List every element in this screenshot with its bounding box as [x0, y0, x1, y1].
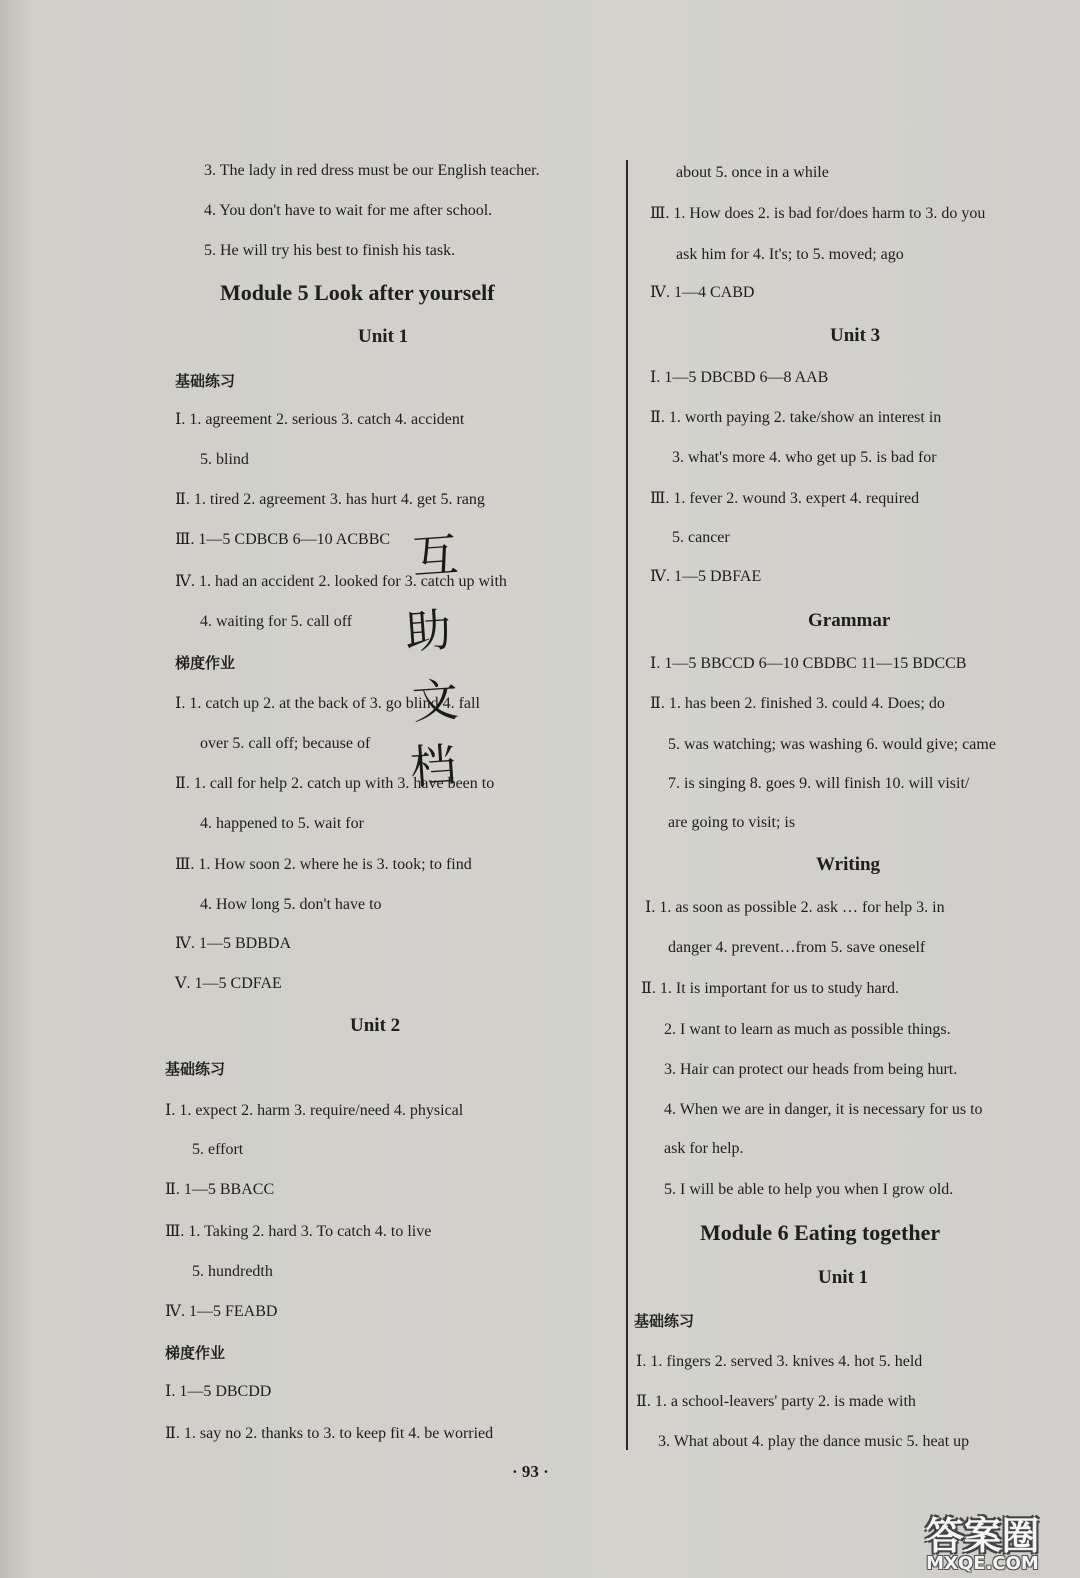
- unit-3-title: Unit 3: [830, 325, 881, 346]
- answer-line: 3. Hair can protect our heads from being hurt.: [664, 1061, 958, 1078]
- answer-line: about 5. once in a while: [676, 164, 829, 181]
- answer-line: Ⅰ. 1. as soon as possible 2. ask … for help 3. in: [645, 899, 945, 916]
- unit-1-title: Unit 1: [358, 326, 409, 347]
- answer-line: Ⅰ. 1—5 DBCDD: [165, 1383, 272, 1400]
- answer-line: 4. How long 5. don't have to: [200, 896, 382, 913]
- grammar-title: Grammar: [808, 610, 891, 631]
- answer-line: danger 4. prevent…from 5. save oneself: [668, 939, 926, 956]
- answer-line: 5. I will be able to help you when I grow old.: [664, 1181, 954, 1198]
- answer-line: 4. happened to 5. wait for: [200, 815, 364, 832]
- answer-line: Ⅰ. 1. expect 2. harm 3. require/need 4. physical: [165, 1102, 464, 1119]
- answer-line: Ⅰ. 1. fingers 2. served 3. knives 4. hot 5. held: [636, 1353, 923, 1370]
- answer-line: Ⅳ. 1—5 DBFAE: [650, 568, 762, 585]
- answer-line: Ⅱ. 1. a school-leavers' party 2. is made with: [636, 1393, 916, 1410]
- answer-line: 2. I want to learn as much as possible things.: [664, 1021, 951, 1038]
- answer-line: Ⅳ. 1—5 FEABD: [165, 1303, 278, 1320]
- unit-2-title: Unit 2: [350, 1015, 401, 1036]
- answer-line: Ⅱ. 1. call for help 2. catch up with 3. have been to: [175, 775, 495, 792]
- answer-line: Ⅱ. 1. worth paying 2. take/show an interest in: [650, 409, 942, 426]
- answer-line: Ⅰ. 1. agreement 2. serious 3. catch 4. accident: [175, 411, 465, 428]
- section-basic-practice: 基础练习: [165, 1060, 226, 1078]
- answer-line: Ⅰ. 1—5 DBCBD 6—8 AAB: [650, 369, 829, 386]
- module-6-title: Module 6 Eating together: [700, 1220, 941, 1245]
- answer-line: 4. waiting for 5. call off: [200, 613, 353, 630]
- answer-line: Ⅲ. 1. fever 2. wound 3. expert 4. required: [650, 490, 920, 507]
- answer-line: Ⅱ. 1. It is important for us to study hard.: [641, 980, 899, 997]
- watermark-logo: [895, 1505, 1070, 1575]
- answer-line: Ⅲ. 1. Taking 2. hard 3. To catch 4. to live: [165, 1223, 432, 1240]
- answer-line: Ⅱ. 1—5 BBACC: [165, 1181, 275, 1198]
- answer-line: are going to visit; is: [668, 814, 796, 831]
- section-basic-practice: 基础练习: [175, 372, 236, 390]
- answer-line: Ⅴ. 1—5 CDFAE: [175, 975, 282, 992]
- section-gradient-homework: 梯度作业: [165, 1344, 226, 1362]
- handwritten-mark: 档: [408, 737, 459, 795]
- answer-line: Ⅲ. 1. How does 2. is bad for/does harm to 3. do you: [650, 205, 986, 222]
- section-basic-practice: 基础练习: [634, 1312, 695, 1330]
- watermark-site: MXQE.COM: [926, 1553, 1039, 1574]
- answer-line: 5. was watching; was washing 6. would give; came: [668, 736, 996, 753]
- unit-1-title: Unit 1: [818, 1267, 869, 1288]
- module-5-title: Module 5 Look after yourself: [220, 280, 495, 305]
- writing-title: Writing: [816, 854, 881, 875]
- answer-line: Ⅳ. 1—5 BDBDA: [175, 935, 291, 952]
- answer-line: 3. What about 4. play the dance music 5. heat up: [658, 1433, 970, 1450]
- answer-line: ask him for 4. It's; to 5. moved; ago: [676, 246, 904, 263]
- answer-line: Ⅰ. 1—5 BBCCD 6—10 CBDBC 11—15 BDCCB: [650, 655, 967, 672]
- handwritten-mark: 互: [410, 527, 461, 585]
- answer-line: Ⅲ. 1. How soon 2. where he is 3. took; to find: [175, 856, 472, 873]
- answer-line: Ⅳ. 1. had an accident 2. looked for 3. catch up with: [175, 573, 507, 590]
- handwritten-mark: 文: [410, 672, 461, 730]
- answer-line: 3. what's more 4. who get up 5. is bad for: [672, 449, 937, 466]
- answer-line: ask for help.: [664, 1140, 744, 1157]
- answer-line: 5. effort: [192, 1141, 244, 1158]
- column-divider: [626, 160, 628, 1450]
- section-gradient-homework: 梯度作业: [175, 654, 236, 672]
- answer-line: 5. cancer: [672, 529, 730, 546]
- answer-line: 7. is singing 8. goes 9. will finish 10. will visit/: [668, 775, 970, 792]
- intro-line: 4. You don't have to wait for me after school.: [204, 202, 493, 219]
- intro-line: 3. The lady in red dress must be our English teacher.: [204, 162, 540, 179]
- answer-line: Ⅲ. 1—5 CDBCB 6—10 ACBBC: [175, 531, 391, 548]
- page-number: · 93 ·: [512, 1462, 549, 1481]
- answer-line: Ⅱ. 1. tired 2. agreement 3. has hurt 4. get 5. rang: [175, 491, 485, 508]
- answer-line: 5. blind: [200, 451, 249, 468]
- answer-line: Ⅱ. 1. say no 2. thanks to 3. to keep fit 4. be worried: [165, 1425, 494, 1442]
- answer-line: over 5. call off; because of: [200, 735, 371, 752]
- answer-line: 4. When we are in danger, it is necessary for us to: [664, 1101, 983, 1118]
- answer-line: 5. hundredth: [192, 1263, 273, 1280]
- answer-line: Ⅰ. 1. catch up 2. at the back of 3. go blind 4. fall: [175, 695, 480, 712]
- answer-line: Ⅳ. 1—4 CABD: [650, 284, 755, 301]
- watermark-logo-text: 答案圈: [925, 1514, 1040, 1558]
- answer-line: Ⅱ. 1. has been 2. finished 3. could 4. Does; do: [650, 695, 945, 712]
- handwritten-mark: 助: [403, 602, 454, 660]
- intro-line: 5. He will try his best to finish his task.: [204, 242, 456, 259]
